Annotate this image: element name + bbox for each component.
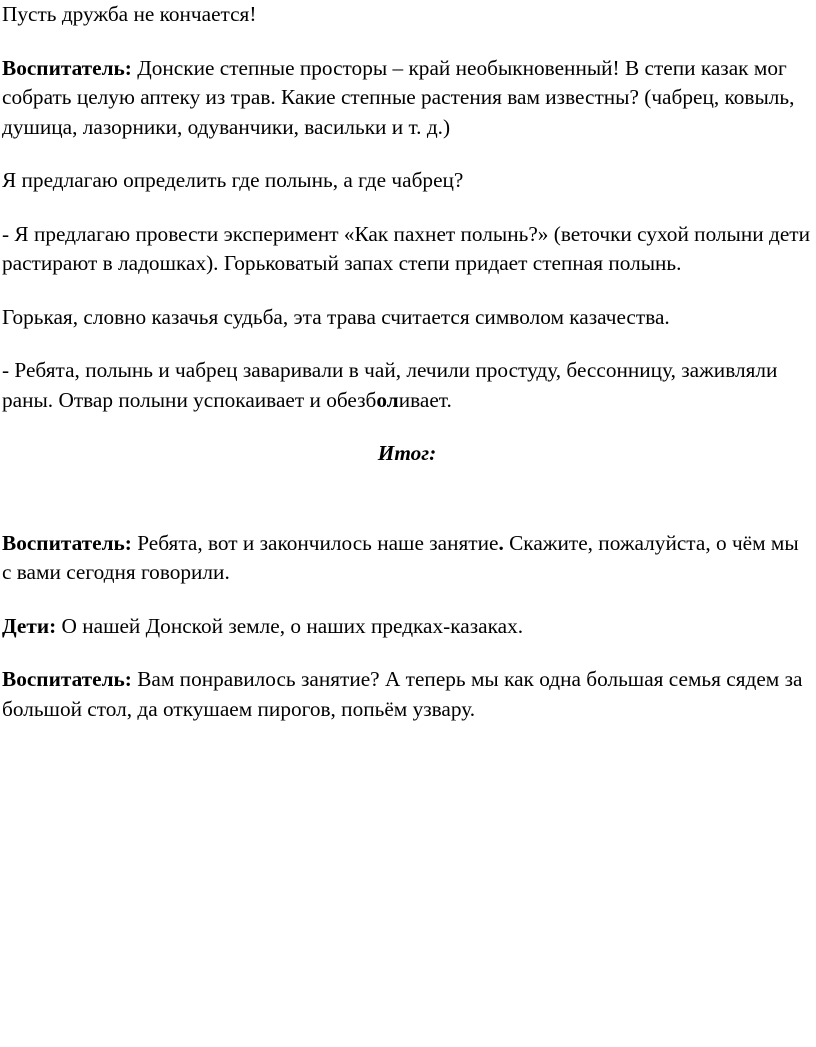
document-page [2,0,812,724]
heading-text: Итог: [377,441,437,465]
paragraph-symbol [2,303,812,333]
paragraph-text: Я предлагаю определить где полынь, а где чабрец? [2,168,464,192]
paragraph-text-end: ивает. [398,387,452,412]
speaker-label: Воспитатель: [2,55,132,80]
speaker-label: Воспитатель: [2,530,132,555]
paragraph-experiment [2,220,812,279]
paragraph-text: Донские степные просторы – край необыкновенный! В степи казак мог собрать целую аптеку из трав. Какие степные растения вам известны? (чабрец, ковыль, душица, лазорники, одуванчики, васильки и т. д.) [2,55,795,139]
summary-heading [2,439,812,469]
speaker-label: Воспитатель: [2,667,132,691]
paragraph-text: Ребята, вот и закончилось наше занятие [131,530,499,555]
paragraph-text: О нашей Донской земле, о наших предках-казаках. [56,613,524,638]
bold-dot: . [498,530,504,555]
paragraph-friendship [2,0,812,30]
speaker-label: Дети: [2,613,57,638]
paragraph-children-answer [2,612,812,642]
paragraph-text: - Ребята, полынь и чабрец заваривали в чай, лечили простуду, бессонницу, заживляли раны. Отвар полыни успокаивает и обезб [2,358,778,412]
paragraph-text-end: Скажите, пожалуйста, о чём мы с вами сегодня говорили. [2,530,799,584]
paragraph-text: Вам понравилось занятие? А теперь мы как одна большая семья сядем за большой стол, да откушаем пирогов, попьём узвару. [2,667,803,721]
paragraph-closing [2,665,812,724]
bold-fragment: ол [376,387,399,412]
paragraph-lesson-end [2,529,812,588]
paragraph-text: - Я предлагаю провести эксперимент «Как пахнет полынь?» (веточки сухой полыни дети растирают в ладошках). Горьковатый запах степи придает степная полынь. [2,221,810,275]
paragraph-text: Горькая, словно казачья судьба, эта трава считается символом казачества. [2,304,670,329]
friendship-text: Пусть дружба не кончается! [2,2,257,26]
paragraph-steppe-intro [2,54,812,143]
paragraph-tea [2,356,812,415]
paragraph-determine [2,166,812,196]
